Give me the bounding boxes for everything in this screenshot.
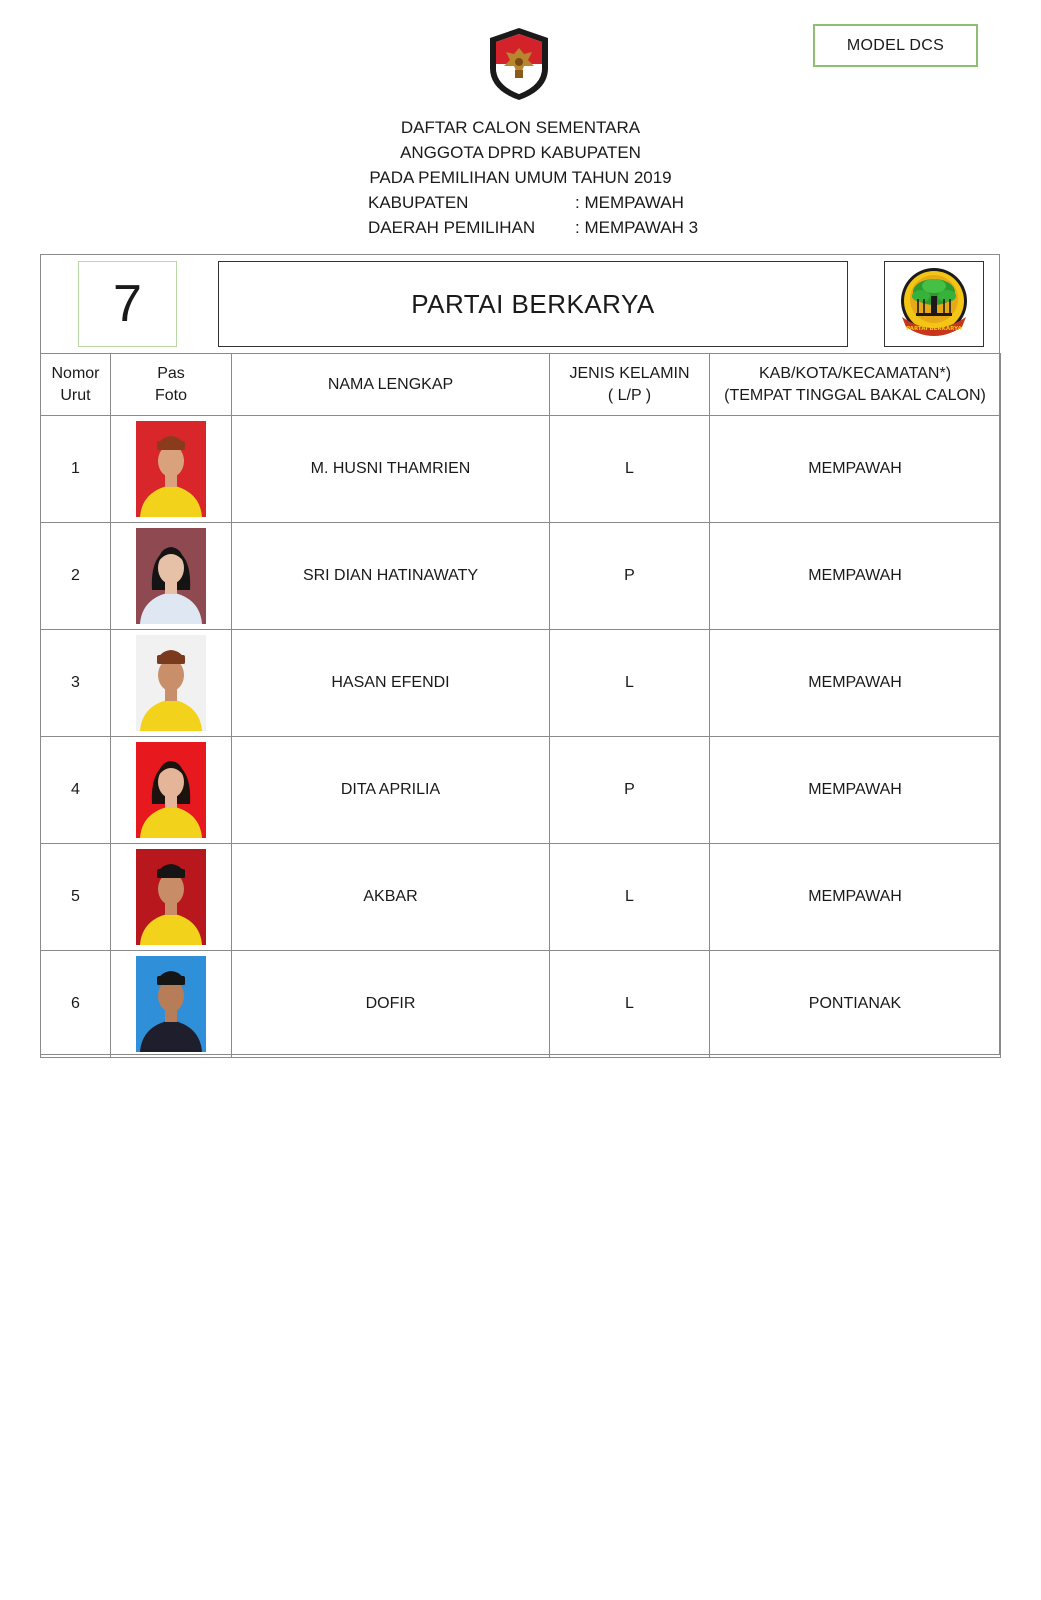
header-urut: Urut: [60, 386, 91, 404]
table-row: [41, 630, 1001, 737]
candidate-table: [40, 353, 1001, 1058]
model-label: MODEL DCS: [846, 36, 945, 54]
banyan-tree-icon: [894, 265, 974, 343]
cell-jenis-kelamin: P: [550, 523, 710, 630]
kabupaten-label: KABUPATEN: [368, 193, 469, 212]
cell-jenis-kelamin: L: [550, 630, 710, 737]
cell-jenis-kelamin: L: [550, 951, 710, 1058]
cell-jenis-kelamin: L: [550, 416, 710, 523]
table-row: [41, 844, 1001, 951]
header-kab-line1: KAB/KOTA/KECAMATAN*): [758, 364, 952, 382]
cell-kab-kota: MEMPAWAH: [710, 630, 1001, 737]
candidate-photo: [136, 421, 206, 517]
document-title: [0, 115, 1041, 190]
candidate-sheet: [40, 254, 1000, 1055]
dapil-row: [368, 215, 698, 240]
header-jk-line2: ( L/P ): [607, 386, 652, 404]
header-nomor-urut: [41, 354, 111, 416]
cell-jenis-kelamin: L: [550, 844, 710, 951]
cell-nomor-urut: 2: [41, 523, 111, 630]
cell-pas-foto: [111, 630, 232, 737]
kpu-emblem-icon: [484, 26, 554, 102]
cell-nama-lengkap: DITA APRILIA: [232, 737, 550, 844]
cell-nama-lengkap: DOFIR: [232, 951, 550, 1058]
table-header-row: [41, 354, 1001, 416]
header-nama-lengkap: NAMA LENGKAP: [232, 354, 550, 416]
party-logo-text: PARTAI BERKARYA: [906, 326, 962, 332]
cell-nama-lengkap: AKBAR: [232, 844, 550, 951]
header-kab-line2: (TEMPAT TINGGAL BAKAL CALON): [724, 386, 986, 404]
kabupaten-value: : MEMPAWAH: [575, 193, 684, 212]
table-row: [41, 737, 1001, 844]
dapil-label: DAERAH PEMILIHAN: [368, 218, 536, 237]
header-pas-foto: [111, 354, 232, 416]
cell-pas-foto: [111, 951, 232, 1058]
party-name: PARTAI BERKARYA: [218, 261, 848, 347]
candidate-photo: [136, 528, 206, 624]
header-pas: Pas: [157, 364, 185, 382]
cell-pas-foto: [111, 737, 232, 844]
cell-kab-kota: PONTIANAK: [710, 951, 1001, 1058]
cell-nama-lengkap: SRI DIAN HATINAWATY: [232, 523, 550, 630]
header-nomor: Nomor: [51, 364, 100, 382]
table-row: [41, 523, 1001, 630]
cell-pas-foto: [111, 416, 232, 523]
cell-nama-lengkap: M. HUSNI THAMRIEN: [232, 416, 550, 523]
cell-nomor-urut: 4: [41, 737, 111, 844]
candidate-photo: [136, 742, 206, 838]
party-number: 7: [78, 261, 177, 347]
party-logo: [884, 261, 984, 347]
kabupaten-row: [368, 190, 684, 215]
candidate-photo: [136, 635, 206, 731]
cell-kab-kota: MEMPAWAH: [710, 737, 1001, 844]
table-row: [41, 416, 1001, 523]
title-line-2: ANGGOTA DPRD KABUPATEN: [400, 143, 641, 162]
cell-jenis-kelamin: P: [550, 737, 710, 844]
candidate-photo: [136, 956, 206, 1052]
cell-kab-kota: MEMPAWAH: [710, 844, 1001, 951]
dapil-value: : MEMPAWAH 3: [575, 218, 699, 237]
party-header: [41, 255, 999, 354]
cell-kab-kota: MEMPAWAH: [710, 416, 1001, 523]
header-foto: Foto: [154, 386, 187, 404]
cell-nomor-urut: 3: [41, 630, 111, 737]
table-row: [41, 951, 1001, 1058]
cell-nomor-urut: 1: [41, 416, 111, 523]
header-kab-kota: [710, 354, 1001, 416]
header-jk-line1: JENIS KELAMIN: [569, 364, 690, 382]
title-line-3: PADA PEMILIHAN UMUM TAHUN 2019: [369, 168, 672, 187]
cell-kab-kota: MEMPAWAH: [710, 523, 1001, 630]
candidate-photo: [136, 849, 206, 945]
cell-nomor-urut: 5: [41, 844, 111, 951]
model-dcs-badge: [813, 24, 978, 67]
cell-pas-foto: [111, 844, 232, 951]
title-line-1: DAFTAR CALON SEMENTARA: [400, 118, 641, 137]
header-jenis-kelamin: [550, 354, 710, 416]
cell-pas-foto: [111, 523, 232, 630]
cell-nomor-urut: 6: [41, 951, 111, 1058]
cell-nama-lengkap: HASAN EFENDI: [232, 630, 550, 737]
